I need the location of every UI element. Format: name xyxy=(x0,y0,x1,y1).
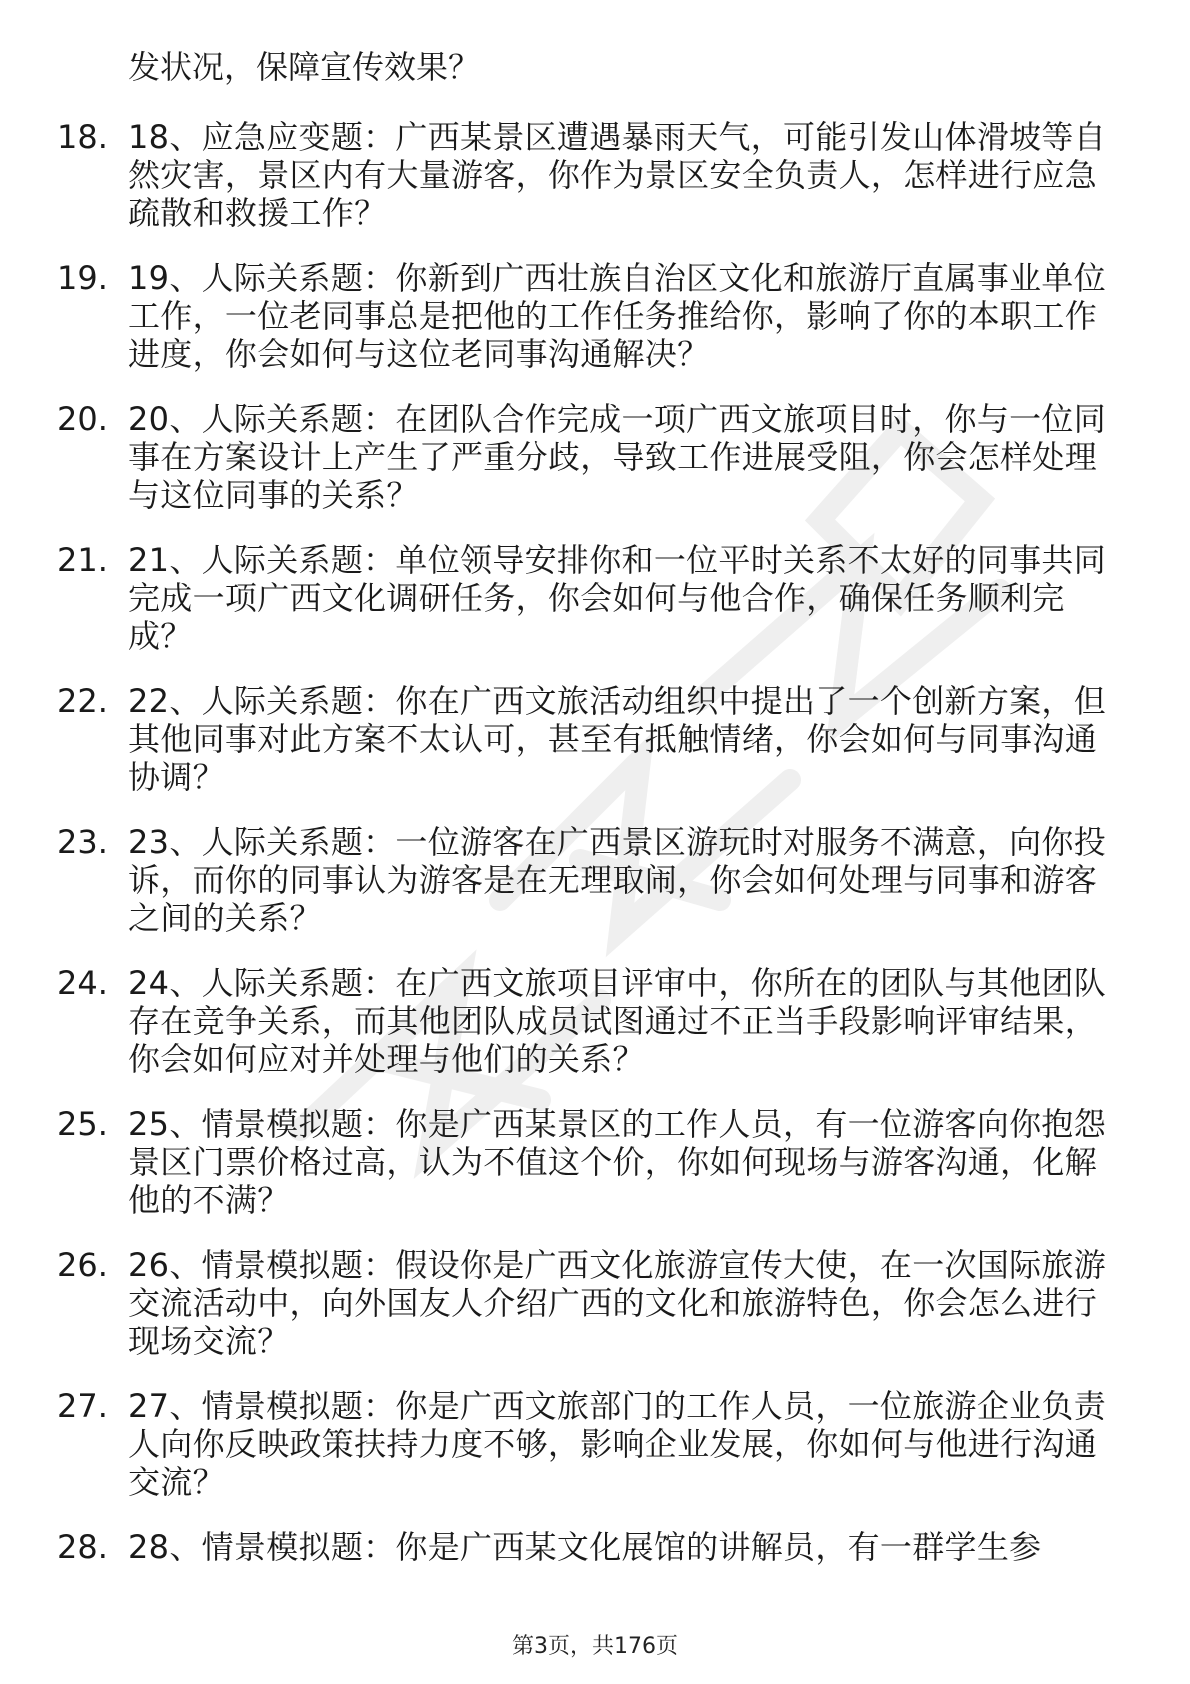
continuation-text: 发状况，保障宣传效果？ xyxy=(128,48,481,86)
question-number: 21. xyxy=(57,541,108,579)
question-number: 18. xyxy=(57,118,108,156)
question-text: 23、人际关系题：一位游客在广西景区游玩时对服务不满意，向你投诉，而你的同事认为游客是在无理取闹，你会如何处理与同事和游客之间的关系？ xyxy=(128,823,1107,937)
question-item xyxy=(0,259,1190,373)
question-item xyxy=(0,541,1190,655)
question-number: 28. xyxy=(57,1528,108,1566)
question-number: 27. xyxy=(57,1387,108,1425)
question-item xyxy=(0,1528,1190,1566)
question-item xyxy=(0,823,1190,937)
question-number: 23. xyxy=(57,823,108,861)
question-text: 27、情景模拟题：你是广西文旅部门的工作人员，一位旅游企业负责人向你反映政策扶持力度不够，影响企业发展，你如何与他进行沟通交流？ xyxy=(128,1387,1107,1501)
question-item xyxy=(0,1387,1190,1501)
question-item xyxy=(0,964,1190,1078)
question-text: 26、情景模拟题：假设你是广西文化旅游宣传大使，在一次国际旅游交流活动中，向外国友人介绍广西的文化和旅游特色，你会怎么进行现场交流？ xyxy=(128,1246,1107,1360)
question-number: 26. xyxy=(57,1246,108,1284)
question-item xyxy=(0,118,1190,232)
question-list xyxy=(0,118,1190,1593)
question-number: 19. xyxy=(57,259,108,297)
question-text: 24、人际关系题：在广西文旅项目评审中，你所在的团队与其他团队存在竞争关系，而其他团队成员试图通过不正当手段影响评审结果，你会如何应对并处理与他们的关系？ xyxy=(128,964,1107,1078)
question-item xyxy=(0,682,1190,796)
question-text: 21、人际关系题：单位领导安排你和一位平时关系不太好的同事共同完成一项广西文化调研任务，你会如何与他合作，确保任务顺利完成？ xyxy=(128,541,1107,655)
question-number: 24. xyxy=(57,964,108,1002)
question-text: 28、情景模拟题：你是广西某文化展馆的讲解员，有一群学生参 xyxy=(128,1528,1042,1566)
question-number: 20. xyxy=(57,400,108,438)
question-item xyxy=(0,400,1190,514)
question-text: 18、应急应变题：广西某景区遭遇暴雨天气，可能引发山体滑坡等自然灾害，景区内有大量游客，你作为景区安全负责人，怎样进行应急疏散和救援工作？ xyxy=(128,118,1107,232)
page-number-footer: 第3页，共176页 xyxy=(512,1634,678,1659)
question-text: 20、人际关系题：在团队合作完成一项广西文旅项目时，你与一位同事在方案设计上产生了严重分歧，导致工作进展受阻，你会怎样处理与这位同事的关系？ xyxy=(128,400,1107,514)
question-item xyxy=(0,1105,1190,1219)
question-number: 25. xyxy=(57,1105,108,1143)
question-text: 22、人际关系题：你在广西文旅活动组织中提出了一个创新方案，但其他同事对此方案不太认可，甚至有抵触情绪，你会如何与同事沟通协调？ xyxy=(128,682,1107,796)
question-text: 25、情景模拟题：你是广西某景区的工作人员，有一位游客向你抱怨景区门票价格过高，认为不值这个价，你如何现场与游客沟通，化解他的不满？ xyxy=(128,1105,1107,1219)
question-number: 22. xyxy=(57,682,108,720)
question-text: 19、人际关系题：你新到广西壮族自治区文化和旅游厅直属事业单位工作，一位老同事总是把他的工作任务推给你，影响了你的本职工作进度，你会如何与这位老同事沟通解决？ xyxy=(128,259,1107,373)
question-item xyxy=(0,1246,1190,1360)
